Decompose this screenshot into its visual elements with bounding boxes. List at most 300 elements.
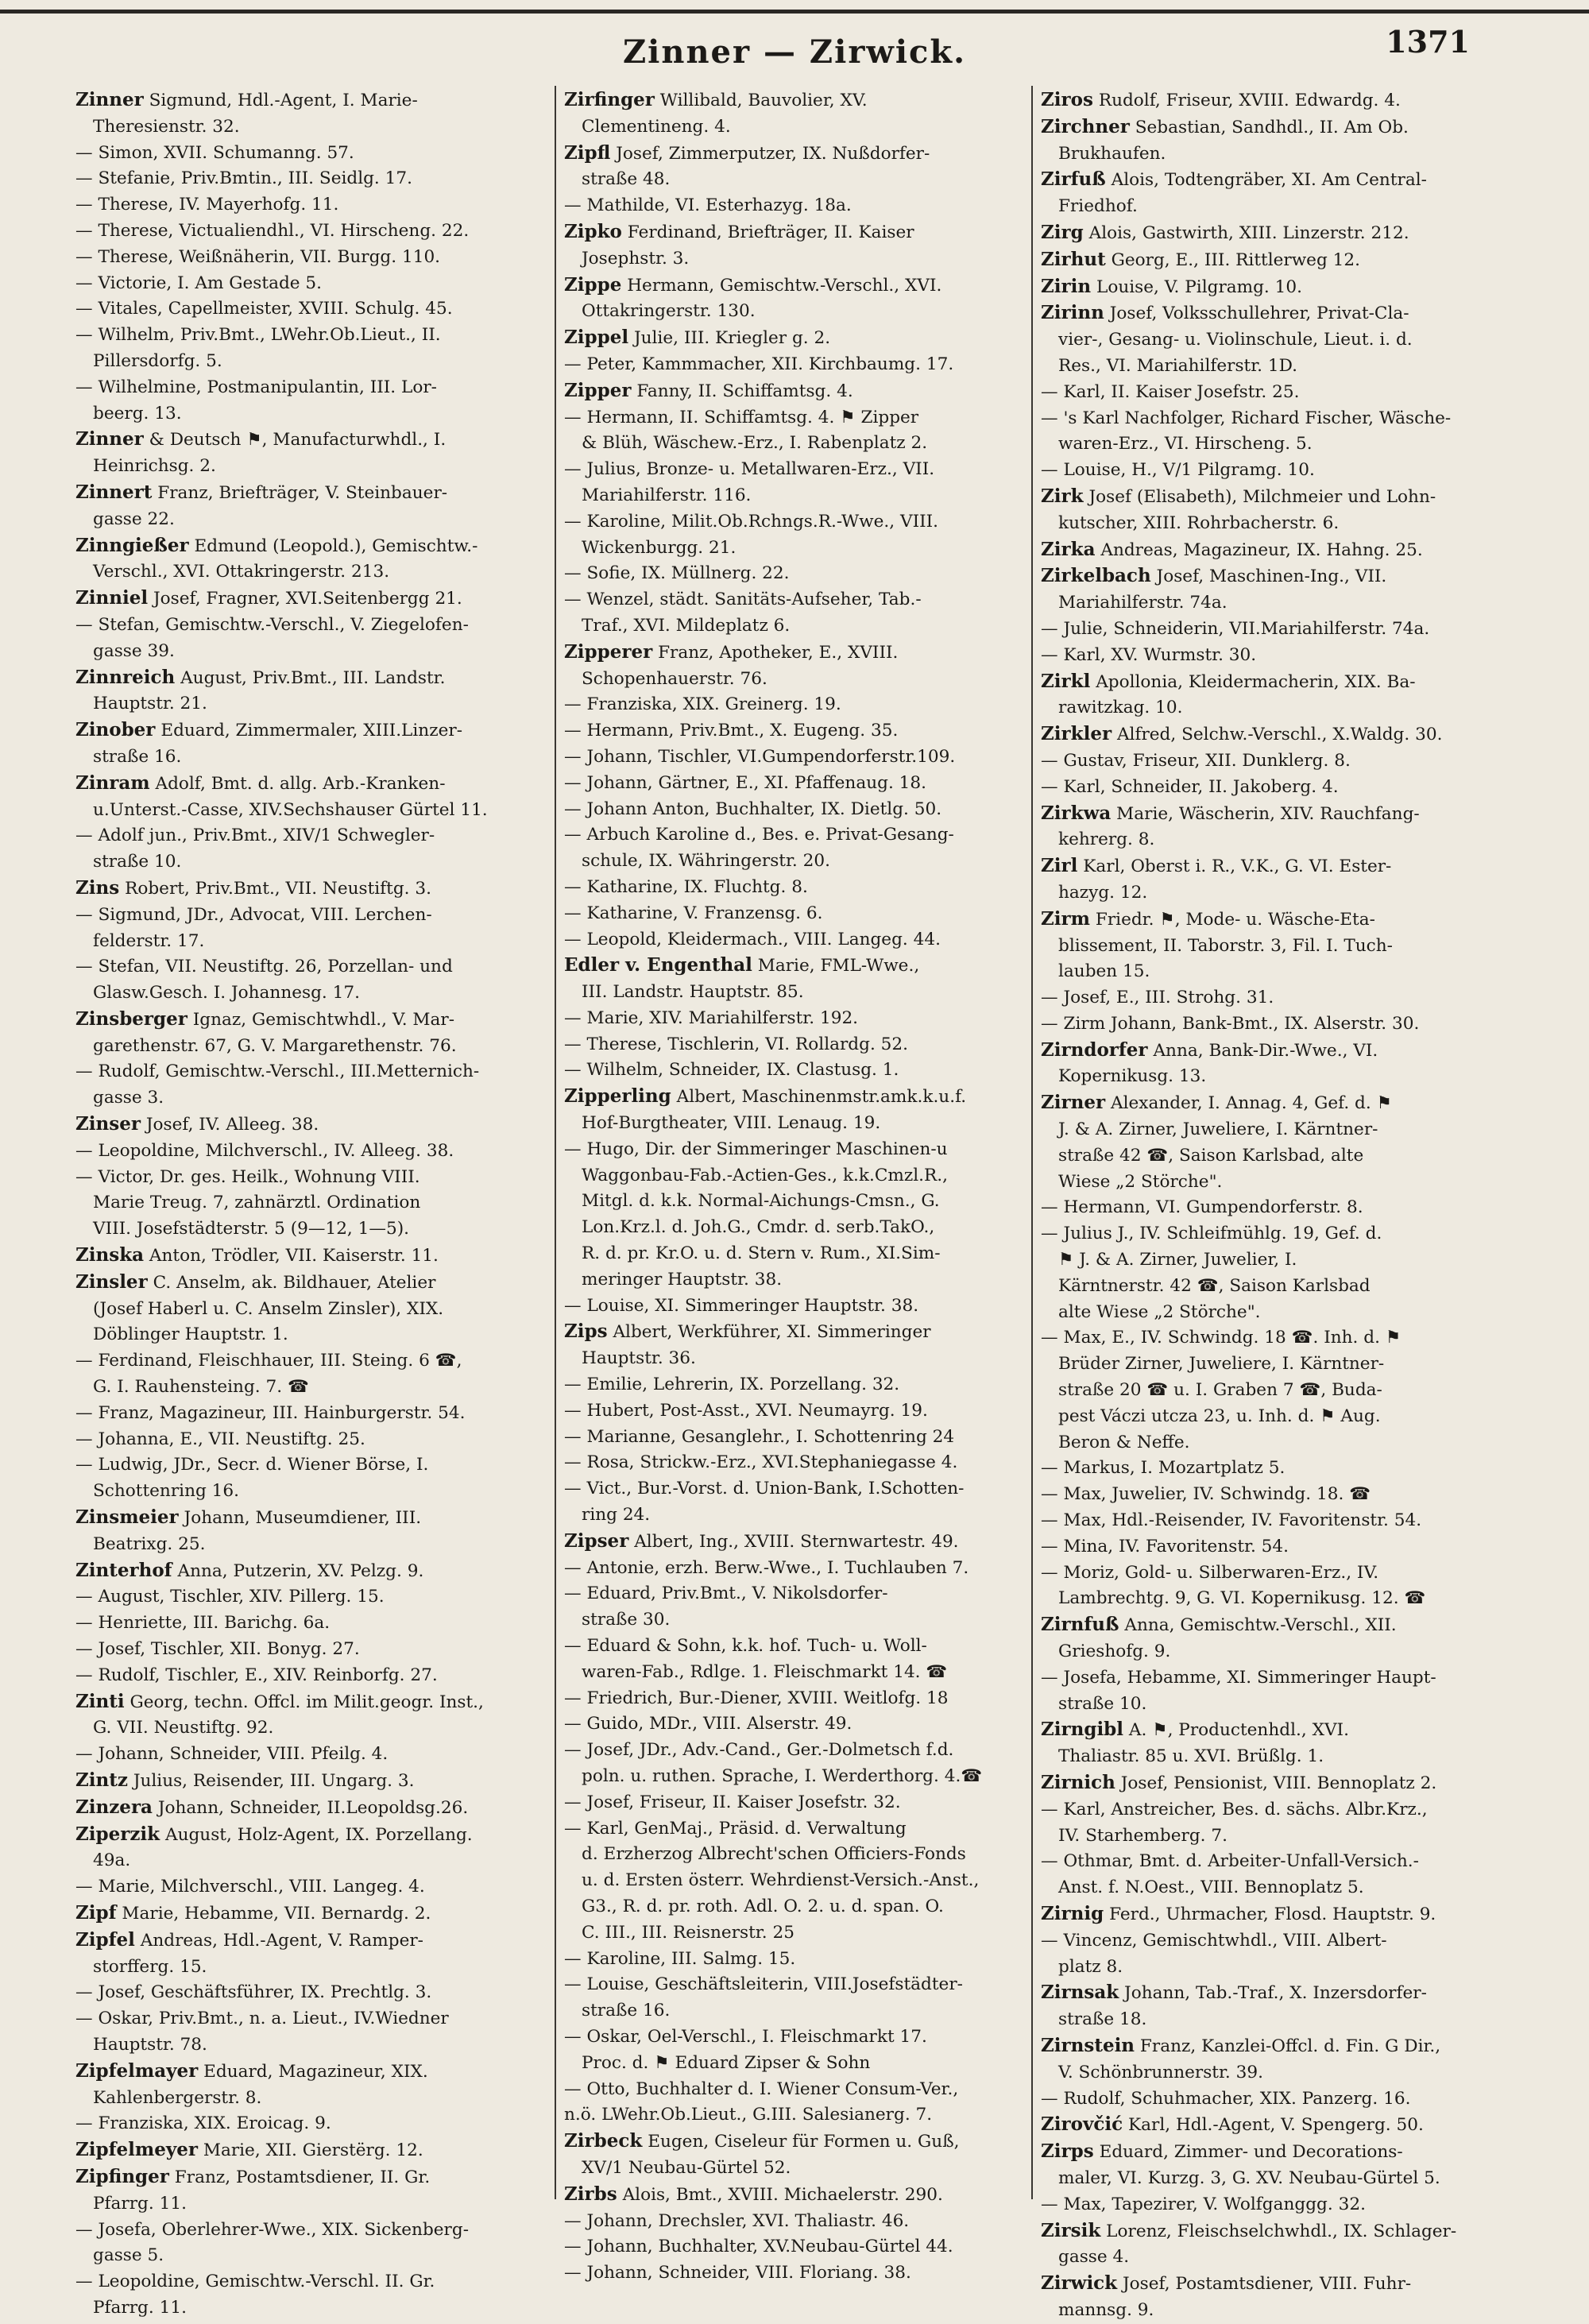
- entry-text: Albert, Werkführer, XI. Simmeringer: [613, 1322, 931, 1343]
- entry-text: C. III., III. Reisnerstr. 25: [582, 1922, 794, 1943]
- entry-text: Ottakringerstr. 130.: [582, 301, 756, 322]
- directory-column-3: [1041, 87, 1514, 2320]
- entry-text: Theresienstr. 32.: [93, 116, 240, 137]
- entry-text: — Johann, Drechsler, XVI. Thaliastr. 46.: [564, 2210, 910, 2231]
- entry-text: blissement, II. Taborstr. 3, Fil. I. Tuch-: [1058, 935, 1393, 956]
- entry-text: — Johann, Tischler, VI.Gumpendorferstr.109.: [564, 746, 956, 767]
- entry-text: — Henriette, III. Barichg. 6a.: [75, 1613, 331, 1634]
- entry-surname: Zinterhof: [75, 1559, 172, 1581]
- entry-text: ring 24.: [582, 1505, 651, 1525]
- entry-text: — Victor, Dr. ges. Heilk., Wohnung VIII.: [75, 1166, 420, 1187]
- directory-entry-line: [75, 1874, 548, 1901]
- directory-entry-line: [1041, 1038, 1514, 1065]
- entry-text: Kärntnerstr. 42 ☎, Saison Karlsbad: [1058, 1275, 1371, 1296]
- entry-text: — Johann, Schneider, VIII. Floriang. 38.: [564, 2263, 911, 2283]
- directory-entry-line: [564, 2260, 1037, 2287]
- entry-text: — Leopold, Kleidermach., VIII. Langeg. 44.: [564, 929, 941, 949]
- entry-text: straße 30.: [582, 1610, 671, 1630]
- directory-entry-line: [75, 1322, 548, 1348]
- entry-text: — Karoline, Milit.Ob.Rchngs.R.-Wwe., VIII.: [564, 511, 939, 532]
- directory-entry-line: [75, 2137, 548, 2164]
- directory-entry-line: [1041, 748, 1514, 775]
- entry-text: — Leopoldine, Milchverschl., IV. Alleeg. 38.: [75, 1140, 454, 1161]
- entry-text: Res., VI. Mariahilferstr. 1D.: [1058, 355, 1298, 376]
- entry-text: straße 16.: [93, 746, 182, 767]
- entry-text: Sigmund, Hdl.-Agent, I. Marie-: [149, 91, 418, 110]
- directory-entry-line: [75, 586, 548, 613]
- directory-entry-line: [75, 639, 548, 665]
- directory-entry-line: [1041, 669, 1514, 696]
- directory-entry-line: [1041, 2298, 1514, 2324]
- directory-entry-line: [1041, 563, 1514, 590]
- entry-text: Eduard, Magazineur, XIX.: [203, 2061, 428, 2082]
- entry-text: — Josef, JDr., Adv.-Cand., Ger.-Dolmetsch f.d.: [564, 1740, 954, 1761]
- entry-surname: Zippe: [564, 273, 622, 296]
- directory-entry-line: [564, 953, 1037, 980]
- directory-entry-line: [75, 480, 548, 507]
- directory-entry-line: [75, 1401, 548, 1427]
- directory-entry-line: [75, 1689, 548, 1716]
- directory-entry-line: [564, 246, 1037, 273]
- entry-text: — Hermann, VI. Gumpendorferstr. 8.: [1041, 1197, 1363, 1218]
- entry-text: Friedr. ⚑, Mode- u. Wäsche-Eta-: [1095, 909, 1375, 930]
- directory-entry-line: [564, 744, 1037, 771]
- directory-entry-line: [75, 1007, 548, 1034]
- directory-entry-line: [1041, 327, 1514, 354]
- entry-surname: Zinner: [75, 89, 144, 110]
- entry-surname: Zirfuß: [1041, 168, 1106, 191]
- directory-entry-line: [564, 1556, 1037, 1582]
- directory-entry-line: [75, 744, 548, 771]
- entry-text: — Hermann, II. Schiffamtsg. 4. ⚑ Zipper: [564, 407, 919, 427]
- entry-text: Glasw.Gesch. I. Johannesg. 17.: [93, 983, 360, 1003]
- directory-entry-line: [75, 114, 548, 141]
- directory-entry-line: [564, 299, 1037, 325]
- entry-text: — Friedrich, Bur.-Diener, XVIII. Weitlofg. 18: [564, 1688, 949, 1708]
- entry-text: Ignaz, Gemischtwhdl., V. Mar-: [192, 1009, 455, 1030]
- directory-entry-line: [75, 823, 548, 849]
- directory-entry-line: [75, 1452, 548, 1479]
- entry-text: Lorenz, Fleischselchwhdl., IX. Schlager-: [1106, 2221, 1457, 2241]
- entry-text: waren-Fab., Rdlge. 1. Fleischmarkt 14. ☎: [582, 1661, 948, 1682]
- entry-text: Anst. f. N.Oest., VIII. Bennoplatz 5.: [1058, 1877, 1364, 1898]
- entry-surname: Zirfinger: [564, 89, 655, 110]
- directory-entry-line: [564, 1137, 1037, 1163]
- entry-text: straße 18.: [1058, 2009, 1147, 2030]
- entry-text: Josef, Fragner, XVI.Seitenbergg 21.: [153, 589, 462, 609]
- directory-entry-line: [75, 665, 548, 692]
- directory-entry-line: [564, 1634, 1037, 1660]
- directory-entry-line: [1041, 959, 1514, 985]
- directory-entry-line: [75, 1901, 548, 1928]
- directory-entry-line: [1041, 141, 1514, 168]
- entry-text: — Wilhelm, Schneider, IX. Clastusg. 1.: [564, 1060, 899, 1081]
- directory-entry-line: [75, 1611, 548, 1637]
- directory-entry-line: [1041, 1011, 1514, 1038]
- entry-text: Georg, techn. Offcl. im Milit.geogr. Inst.,: [130, 1692, 484, 1712]
- entry-text: — Katharine, V. Franzensg. 6.: [564, 903, 823, 923]
- directory-entry-line: [1041, 1378, 1514, 1404]
- entry-text: storfferg. 15.: [93, 1956, 207, 1977]
- entry-text: lauben 15.: [1058, 961, 1150, 982]
- entry-surname: Zirngibl: [1041, 1719, 1124, 1741]
- directory-entry-line: [75, 2111, 548, 2137]
- directory-entry-line: [564, 561, 1037, 587]
- entry-text: Ferd., Uhrmacher, Flosd. Hauptstr. 9.: [1109, 1904, 1436, 1924]
- entry-text: — Vincenz, Gemischtwhdl., VIII. Albert-: [1041, 1930, 1387, 1951]
- directory-entry-line: [75, 2295, 548, 2322]
- entry-surname: Zipfl: [564, 141, 611, 164]
- directory-entry-line: [564, 87, 1037, 114]
- entry-surname: Zipfel: [75, 1928, 135, 1951]
- directory-entry-line: [75, 2164, 548, 2191]
- directory-entry-line: [564, 1894, 1037, 1920]
- entry-text: Josef, Maschinen-Ing., VII.: [1156, 566, 1387, 587]
- entry-text: felderstr. 17.: [93, 930, 205, 951]
- directory-entry-line: [1041, 167, 1514, 194]
- entry-surname: Zirhut: [1041, 248, 1106, 270]
- directory-entry-line: [75, 1297, 548, 1323]
- directory-entry-line: [1041, 934, 1514, 960]
- entry-surname: Zinram: [75, 771, 150, 794]
- directory-entry-line: [564, 1372, 1037, 1398]
- directory-entry-line: [564, 2024, 1037, 2051]
- entry-text: — Wilhelmine, Postmanipulantin, III. Lor-: [75, 377, 437, 397]
- entry-text: straße 48.: [582, 169, 671, 190]
- directory-entry-line: [1041, 1170, 1514, 1196]
- entry-text: Pfarrg. 11.: [93, 2193, 187, 2214]
- entry-text: Alois, Bmt., XVIII. Michaelerstr. 290.: [622, 2184, 943, 2205]
- directory-entry-line: [1041, 1143, 1514, 1170]
- entry-text: Marie, FML-Wwe.,: [757, 956, 920, 976]
- directory-entry-line: [75, 1637, 548, 1663]
- entry-text: Louise, V. Pilgramg. 10.: [1096, 276, 1303, 297]
- entry-text: — Adolf jun., Priv.Bmt., XIV/1 Schwegler-: [75, 826, 435, 846]
- directory-entry-line: [75, 454, 548, 480]
- directory-entry-line: [75, 691, 548, 717]
- directory-entry-line: [564, 822, 1037, 849]
- entry-text: waren-Erz., VI. Hirscheng. 5.: [1058, 434, 1313, 454]
- entry-text: Lon.Krz.l. d. Joh.G., Cmdr. d. serb.TakO.,: [582, 1217, 935, 1238]
- directory-entry-line: [1041, 1274, 1514, 1300]
- entry-text: XV/1 Neubau-Gürtel 52.: [582, 2157, 791, 2178]
- entry-text: — 's Karl Nachfolger, Richard Fischer, Wäsche-: [1041, 408, 1452, 428]
- directory-entry-line: [1041, 2033, 1514, 2060]
- directory-entry-line: [75, 798, 548, 824]
- entry-text: Karl, Hdl.-Agent, V. Spengerg. 50.: [1127, 2115, 1424, 2136]
- directory-entry-line: [564, 1163, 1037, 1189]
- entry-text: — Marianne, Gesanglehr., I. Schottenring 24: [564, 1426, 955, 1447]
- entry-text: — Marie, XIV. Mariahilferstr. 192.: [564, 1007, 859, 1028]
- top-rule: [0, 10, 1589, 14]
- directory-entry-line: [1041, 1482, 1514, 1508]
- entry-text: Waggonbau-Fab.-Actien-Ges., k.k.Cmzl.R.,: [582, 1165, 949, 1185]
- directory-entry-line: [75, 1270, 548, 1297]
- directory-entry-line: [75, 1928, 548, 1955]
- directory-entry-line: [75, 1112, 548, 1139]
- directory-entry-line: [75, 1663, 548, 1689]
- entry-text: — Julius J., IV. Schleifmühlg. 19, Gef. d.: [1041, 1224, 1382, 1244]
- directory-entry-line: [75, 1742, 548, 1768]
- entry-text: Schopenhauerstr. 76.: [582, 668, 767, 689]
- entry-text: — Sigmund, JDr., Advocat, VIII. Lerchen-: [75, 904, 432, 925]
- entry-surname: Zinser: [75, 1113, 141, 1135]
- entry-text: alte Wiese „2 Störche".: [1058, 1301, 1261, 1322]
- entry-text: Johann, Tab.-Traf., X. Inzersdorfer-: [1124, 1983, 1427, 2004]
- directory-entry-line: [564, 141, 1037, 168]
- directory-entry-line: [1041, 380, 1514, 406]
- entry-text: Hauptstr. 21.: [93, 694, 207, 714]
- entry-text: — Josefa, Oberlehrer-Wwe., XIX. Sickenberg-: [75, 2219, 469, 2240]
- directory-entry-line: [1041, 2166, 1514, 2192]
- entry-text: — Josef, E., III. Strohg. 31.: [1041, 988, 1274, 1008]
- directory-entry-line: [564, 2129, 1037, 2156]
- entry-text: — Rudolf, Schuhmacher, XIX. Panzerg. 16.: [1041, 2088, 1411, 2109]
- directory-entry-line: [1041, 354, 1514, 380]
- directory-entry-line: [75, 2006, 548, 2032]
- entry-text: Heinrichsg. 2.: [93, 456, 216, 477]
- directory-entry-line: [75, 375, 548, 401]
- directory-entry-line: [1041, 1586, 1514, 1612]
- entry-text: gasse 22.: [93, 508, 175, 529]
- entry-surname: Ziros: [1041, 89, 1093, 110]
- entry-text: rawitzkag. 10.: [1058, 698, 1183, 718]
- entry-surname: Zinsmeier: [75, 1506, 179, 1529]
- entry-text: — Moriz, Gold- u. Silberwaren-Erz., IV.: [1041, 1562, 1379, 1583]
- entry-text: straße 10.: [1058, 1693, 1147, 1714]
- directory-entry-line: [1041, 2271, 1514, 2298]
- entry-text: Brukhaufen.: [1058, 143, 1166, 164]
- directory-entry-line: [564, 849, 1037, 875]
- entry-text: C. Anselm, ak. Bildhauer, Atelier: [153, 1272, 436, 1293]
- directory-entry-line: [564, 901, 1037, 927]
- entry-text: A. ⚑, Productenhdl., XVI.: [1128, 1720, 1349, 1741]
- directory-entry-line: [1041, 1612, 1514, 1639]
- directory-entry-line: [564, 1111, 1037, 1137]
- entry-text: — Eduard, Priv.Bmt., V. Nikolsdorfer-: [564, 1583, 888, 1604]
- entry-text: — Gustav, Friseur, XII. Dunklerg. 8.: [1041, 750, 1351, 771]
- directory-entry-line: [1041, 695, 1514, 721]
- entry-text: (Josef Haberl u. C. Anselm Zinsler), XIX.: [93, 1298, 444, 1319]
- entry-surname: Zirk: [1041, 485, 1084, 507]
- directory-entry-line: [75, 613, 548, 639]
- entry-text: — Vitales, Capellmeister, XVIII. Schulg. 45.: [75, 299, 453, 319]
- entry-text: Mariahilferstr. 74a.: [1058, 593, 1228, 613]
- directory-entry-line: [564, 875, 1037, 901]
- directory-entry-line: [564, 667, 1037, 693]
- entry-text: gasse 4.: [1058, 2247, 1130, 2268]
- entry-text: August, Holz-Agent, IX. Porzellang.: [164, 1824, 473, 1845]
- entry-text: — Stefanie, Priv.Bmtin., III. Seidlg. 17.: [75, 168, 412, 189]
- directory-entry-line: [564, 1398, 1037, 1425]
- entry-text: Alois, Gastwirth, XIII. Linzerstr. 212.: [1088, 222, 1409, 243]
- directory-entry-line: [1041, 1928, 1514, 1955]
- directory-entry-line: [1041, 406, 1514, 432]
- directory-entry-line: [75, 296, 548, 323]
- entry-text: Josef, IV. Alleeg. 38.: [145, 1115, 319, 1135]
- directory-entry-line: [75, 876, 548, 903]
- directory-entry-line: [564, 2077, 1037, 2103]
- entry-text: straße 10.: [93, 852, 182, 872]
- directory-entry-line: [75, 401, 548, 427]
- directory-entry-line: [1041, 1404, 1514, 1430]
- directory-entry-line: [75, 717, 548, 744]
- entry-text: Beatrixg. 25.: [93, 1533, 206, 1554]
- directory-entry-line: [564, 1476, 1037, 1502]
- entry-text: Marie Treug. 7, zahnärztl. Ordination: [93, 1193, 421, 1213]
- entry-text: Josef, Volksschullehrer, Privat-Cla-: [1109, 304, 1409, 324]
- directory-entry-line: [1041, 775, 1514, 801]
- entry-text: — Josef, Tischler, XII. Bonyg. 27.: [75, 1639, 360, 1660]
- directory-entry-line: [75, 1980, 548, 2006]
- directory-entry-line: [564, 927, 1037, 953]
- directory-entry-line: [564, 325, 1037, 352]
- entry-text: Andreas, Magazineur, IX. Hahng. 25.: [1100, 539, 1423, 560]
- directory-entry-line: [564, 1241, 1037, 1267]
- directory-entry-line: [1041, 2086, 1514, 2113]
- entry-text: Alexander, I. Annag. 4, Gef. d. ⚑: [1111, 1093, 1392, 1114]
- directory-entry-line: [564, 1842, 1037, 1868]
- entry-text: Anna, Bank-Dir.-Wwe., VI.: [1153, 1040, 1378, 1061]
- directory-entry-line: [1041, 274, 1514, 301]
- entry-text: 49a.: [93, 1850, 131, 1871]
- directory-entry-line: [1041, 1300, 1514, 1326]
- entry-text: hazyg. 12.: [1058, 882, 1148, 903]
- directory-entry-line: [1041, 985, 1514, 1011]
- page-number: 1371: [1386, 24, 1470, 60]
- entry-text: — Max, Hdl.-Reisender, IV. Favoritenstr. 54.: [1041, 1510, 1422, 1531]
- directory-entry-line: [1041, 827, 1514, 853]
- directory-entry-line: [564, 2102, 1037, 2129]
- directory-entry-line: [564, 1920, 1037, 1947]
- entry-text: — Therese, IV. Mayerhofg. 11.: [75, 195, 339, 215]
- entry-text: — Louise, XI. Simmeringer Hauptstr. 38.: [564, 1295, 919, 1316]
- entry-surname: Zirnsak: [1041, 1982, 1119, 2004]
- entry-text: Marie, Wäscherin, XIV. Rauchfang-: [1116, 803, 1420, 824]
- directory-entry-line: [75, 1427, 548, 1453]
- entry-surname: Zirl: [1041, 855, 1078, 877]
- entry-surname: Zinsler: [75, 1270, 148, 1293]
- entry-surname: Zinnreich: [75, 666, 176, 688]
- entry-text: — Johann, Gärtner, E., XI. Pfaffenaug. 18.: [564, 772, 927, 793]
- directory-entry-line: [564, 692, 1037, 718]
- directory-entry-line: [564, 1816, 1037, 1843]
- entry-text: Hauptstr. 36.: [582, 1348, 696, 1369]
- directory-entry-line: [75, 903, 548, 929]
- directory-entry-line: [75, 507, 548, 533]
- directory-entry-line: [75, 1584, 548, 1611]
- entry-text: R. d. pr. Kr.O. u. d. Stern v. Rum., XI.Sim-: [582, 1243, 941, 1264]
- entry-surname: Zirsik: [1041, 2219, 1101, 2241]
- directory-entry-line: [564, 2209, 1037, 2235]
- entry-text: — Karoline, III. Salmg. 15.: [564, 1948, 796, 1969]
- directory-entry-line: [1041, 2007, 1514, 2033]
- directory-entry-line: [75, 1715, 548, 1742]
- directory-entry-line: [75, 533, 548, 560]
- entry-text: Anna, Gemischtw.-Verschl., XII.: [1124, 1615, 1397, 1636]
- entry-text: Verschl., XVI. Ottakringerstr. 213.: [93, 562, 390, 582]
- entry-text: — Rosa, Strickw.-Erz., XVI.Stephaniegasse 4.: [564, 1452, 958, 1473]
- entry-text: Johann, Museumdiener, III.: [184, 1508, 422, 1529]
- entry-text: Rudolf, Friseur, XVIII. Edwardg. 4.: [1098, 91, 1401, 110]
- entry-text: — Victorie, I. Am Gestade 5.: [75, 273, 323, 293]
- entry-text: — Hermann, Priv.Bmt., X. Eugeng. 35.: [564, 721, 899, 741]
- directory-entry-line: [564, 2051, 1037, 2077]
- entry-text: — Max, Tapezirer, V. Wolfganggg. 32.: [1041, 2194, 1366, 2214]
- entry-text: — Rudolf, Tischler, E., XIV. Reinborfg. 27.: [75, 1665, 438, 1685]
- entry-surname: Zintz: [75, 1769, 128, 1791]
- directory-entry-line: [75, 1165, 548, 1191]
- entry-text: mannsg. 9.: [1058, 2299, 1154, 2320]
- directory-entry-line: [1041, 1508, 1514, 1534]
- entry-text: — Therese, Tischlerin, VI. Rollardg. 52.: [564, 1034, 909, 1054]
- entry-text: kutscher, XIII. Rohrbacherstr. 6.: [1058, 512, 1340, 533]
- directory-entry-line: [1041, 247, 1514, 274]
- directory-entry-line: [1041, 1955, 1514, 1981]
- entry-surname: Zipfelmayer: [75, 2059, 199, 2082]
- entry-text: Marie, Hebamme, VII. Bernardg. 2.: [122, 1903, 431, 1924]
- entry-text: Josef, Zimmerputzer, IX. Nußdorfer-: [616, 143, 930, 164]
- entry-text: n.ö. LWehr.Ob.Lieut., G.III. Salesianerg. 7.: [564, 2105, 933, 2125]
- entry-text: — Otto, Buchhalter d. I. Wiener Consum-Ver.,: [564, 2078, 959, 2099]
- directory-entry-line: [75, 2086, 548, 2112]
- directory-entry-line: [1041, 880, 1514, 907]
- entry-text: Josef, Postamtsdiener, VIII. Fuhr-: [1123, 2274, 1412, 2295]
- entry-text: — Franz, Magazineur, III. Hainburgerstr. 54.: [75, 1402, 466, 1423]
- directory-entry-line: [75, 271, 548, 297]
- entry-surname: Zirovčić: [1041, 2113, 1123, 2136]
- directory-entry-line: [1041, 1849, 1514, 1875]
- running-head: Zinner — Zirwick.: [622, 33, 967, 71]
- entry-surname: Zirkelbach: [1041, 565, 1151, 587]
- directory-entry-line: [1041, 114, 1514, 141]
- directory-entry-line: [1041, 2192, 1514, 2218]
- entry-text: Kopernikusg. 13.: [1058, 1066, 1207, 1087]
- directory-entry-line: [564, 1868, 1037, 1894]
- entry-text: Traf., XVI. Mildeplatz 6.: [582, 615, 791, 636]
- entry-surname: Zirka: [1041, 538, 1096, 560]
- directory-entry-line: [564, 167, 1037, 193]
- directory-entry-line: [564, 1346, 1037, 1372]
- entry-text: August, Priv.Bmt., III. Landstr.: [180, 667, 446, 688]
- directory-entry-line: [75, 427, 548, 454]
- entry-surname: Zinnert: [75, 481, 153, 503]
- entry-text: — Wenzel, städt. Sanitäts-Aufseher, Tab.-: [564, 590, 922, 610]
- directory-entry-line: [564, 1607, 1037, 1634]
- entry-surname: Zirnich: [1041, 1772, 1115, 1793]
- entry-surname: Zirps: [1041, 2140, 1094, 2163]
- entry-text: — Mathilde, VI. Esterhazyg. 18a.: [564, 195, 852, 216]
- directory-entry-line: [564, 1450, 1037, 1476]
- entry-surname: Zirg: [1041, 221, 1084, 243]
- directory-entry-line: [75, 2218, 548, 2244]
- directory-entry-line: [1041, 1090, 1514, 1117]
- directory-entry-line: [1041, 300, 1514, 327]
- entry-text: — Therese, Weißnäherin, VII. Burgg. 110.: [75, 246, 441, 267]
- directory-entry-line: [564, 1738, 1037, 1764]
- directory-entry-line: [1041, 1247, 1514, 1274]
- entry-text: — Julie, Schneiderin, VII.Mariahilferstr. 74a.: [1041, 618, 1430, 639]
- entry-text: schule, IX. Währingerstr. 20.: [582, 851, 830, 872]
- entry-surname: Zirbeck: [564, 2130, 643, 2152]
- directory-entry-line: [1041, 721, 1514, 748]
- directory-entry-line: [564, 2156, 1037, 2182]
- entry-text: — Louise, Geschäftsleiterin, VIII.Josefstädter-: [564, 1974, 963, 1995]
- entry-text: — Ferdinand, Fleischhauer, III. Steing. 6 ☎,: [75, 1351, 462, 1371]
- directory-entry-line: [564, 1425, 1037, 1451]
- entry-text: Albert, Maschinenmstr.amk.k.u.f.: [676, 1087, 967, 1108]
- entry-text: — Oskar, Oel-Verschl., I. Fleischmarkt 17.: [564, 2026, 927, 2047]
